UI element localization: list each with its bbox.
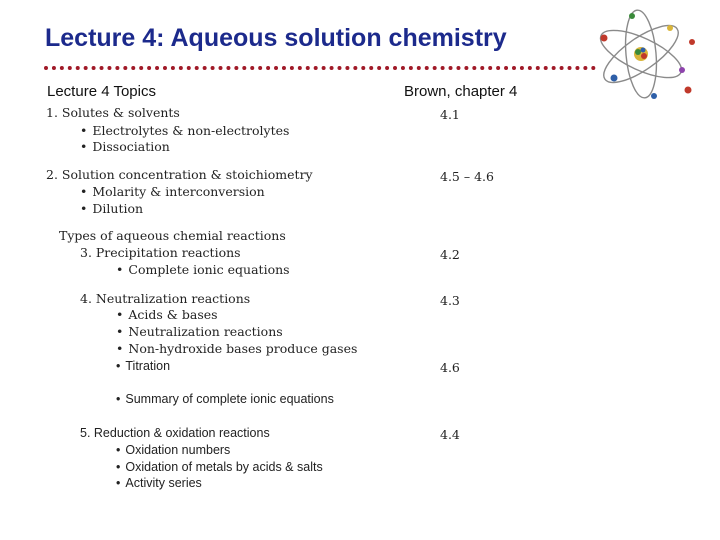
chapter-ref: 4.3 [440,293,460,308]
chapter-ref: 4.6 [440,360,460,375]
subtopic: • Activity series [116,476,202,490]
subtopic: • Molarity & interconversion [80,184,265,199]
subtopic: • Electrolytes & non-electrolytes [80,123,290,138]
topic-2: 2. Solution concentration & stoichiometry [46,167,313,182]
topic-5: 5. Reduction & oxidation reactions [80,426,270,440]
chapter-ref: 4.4 [440,427,460,442]
subtopic: • Oxidation numbers [116,443,231,457]
subtopic: • Dissociation [80,139,170,154]
chapter-header: Brown, chapter 4 [404,83,518,100]
chapter-ref: 4.5 – 4.6 [440,169,494,184]
topics-header: Lecture 4 Topics [47,83,156,100]
subtopic: • Oxidation of metals by acids & salts [116,460,323,474]
atom-icon [596,8,702,104]
topic-3: 3. Precipitation reactions [80,245,241,260]
subtopic: • Titration [116,359,171,373]
topic-4: 4. Neutralization reactions [80,291,251,306]
subtopic: • Non-hydroxide bases produce gases [116,341,358,356]
subtopic: • Dilution [80,201,144,216]
topic-1: 1. Solutes & solvents [46,105,180,120]
subtopic: • Neutralization reactions [116,324,283,339]
subtopic: • Complete ionic equations [116,262,290,277]
summary-item: • Summary of complete ionic equations [116,392,334,406]
chapter-ref: 4.1 [440,107,460,122]
subtopic: • Acids & bases [116,307,218,322]
title-divider [44,66,596,70]
reaction-types-heading: Types of aqueous chemial reactions [59,228,286,243]
chapter-ref: 4.2 [440,247,460,262]
page-title: Lecture 4: Aqueous solution chemistry [45,24,507,52]
